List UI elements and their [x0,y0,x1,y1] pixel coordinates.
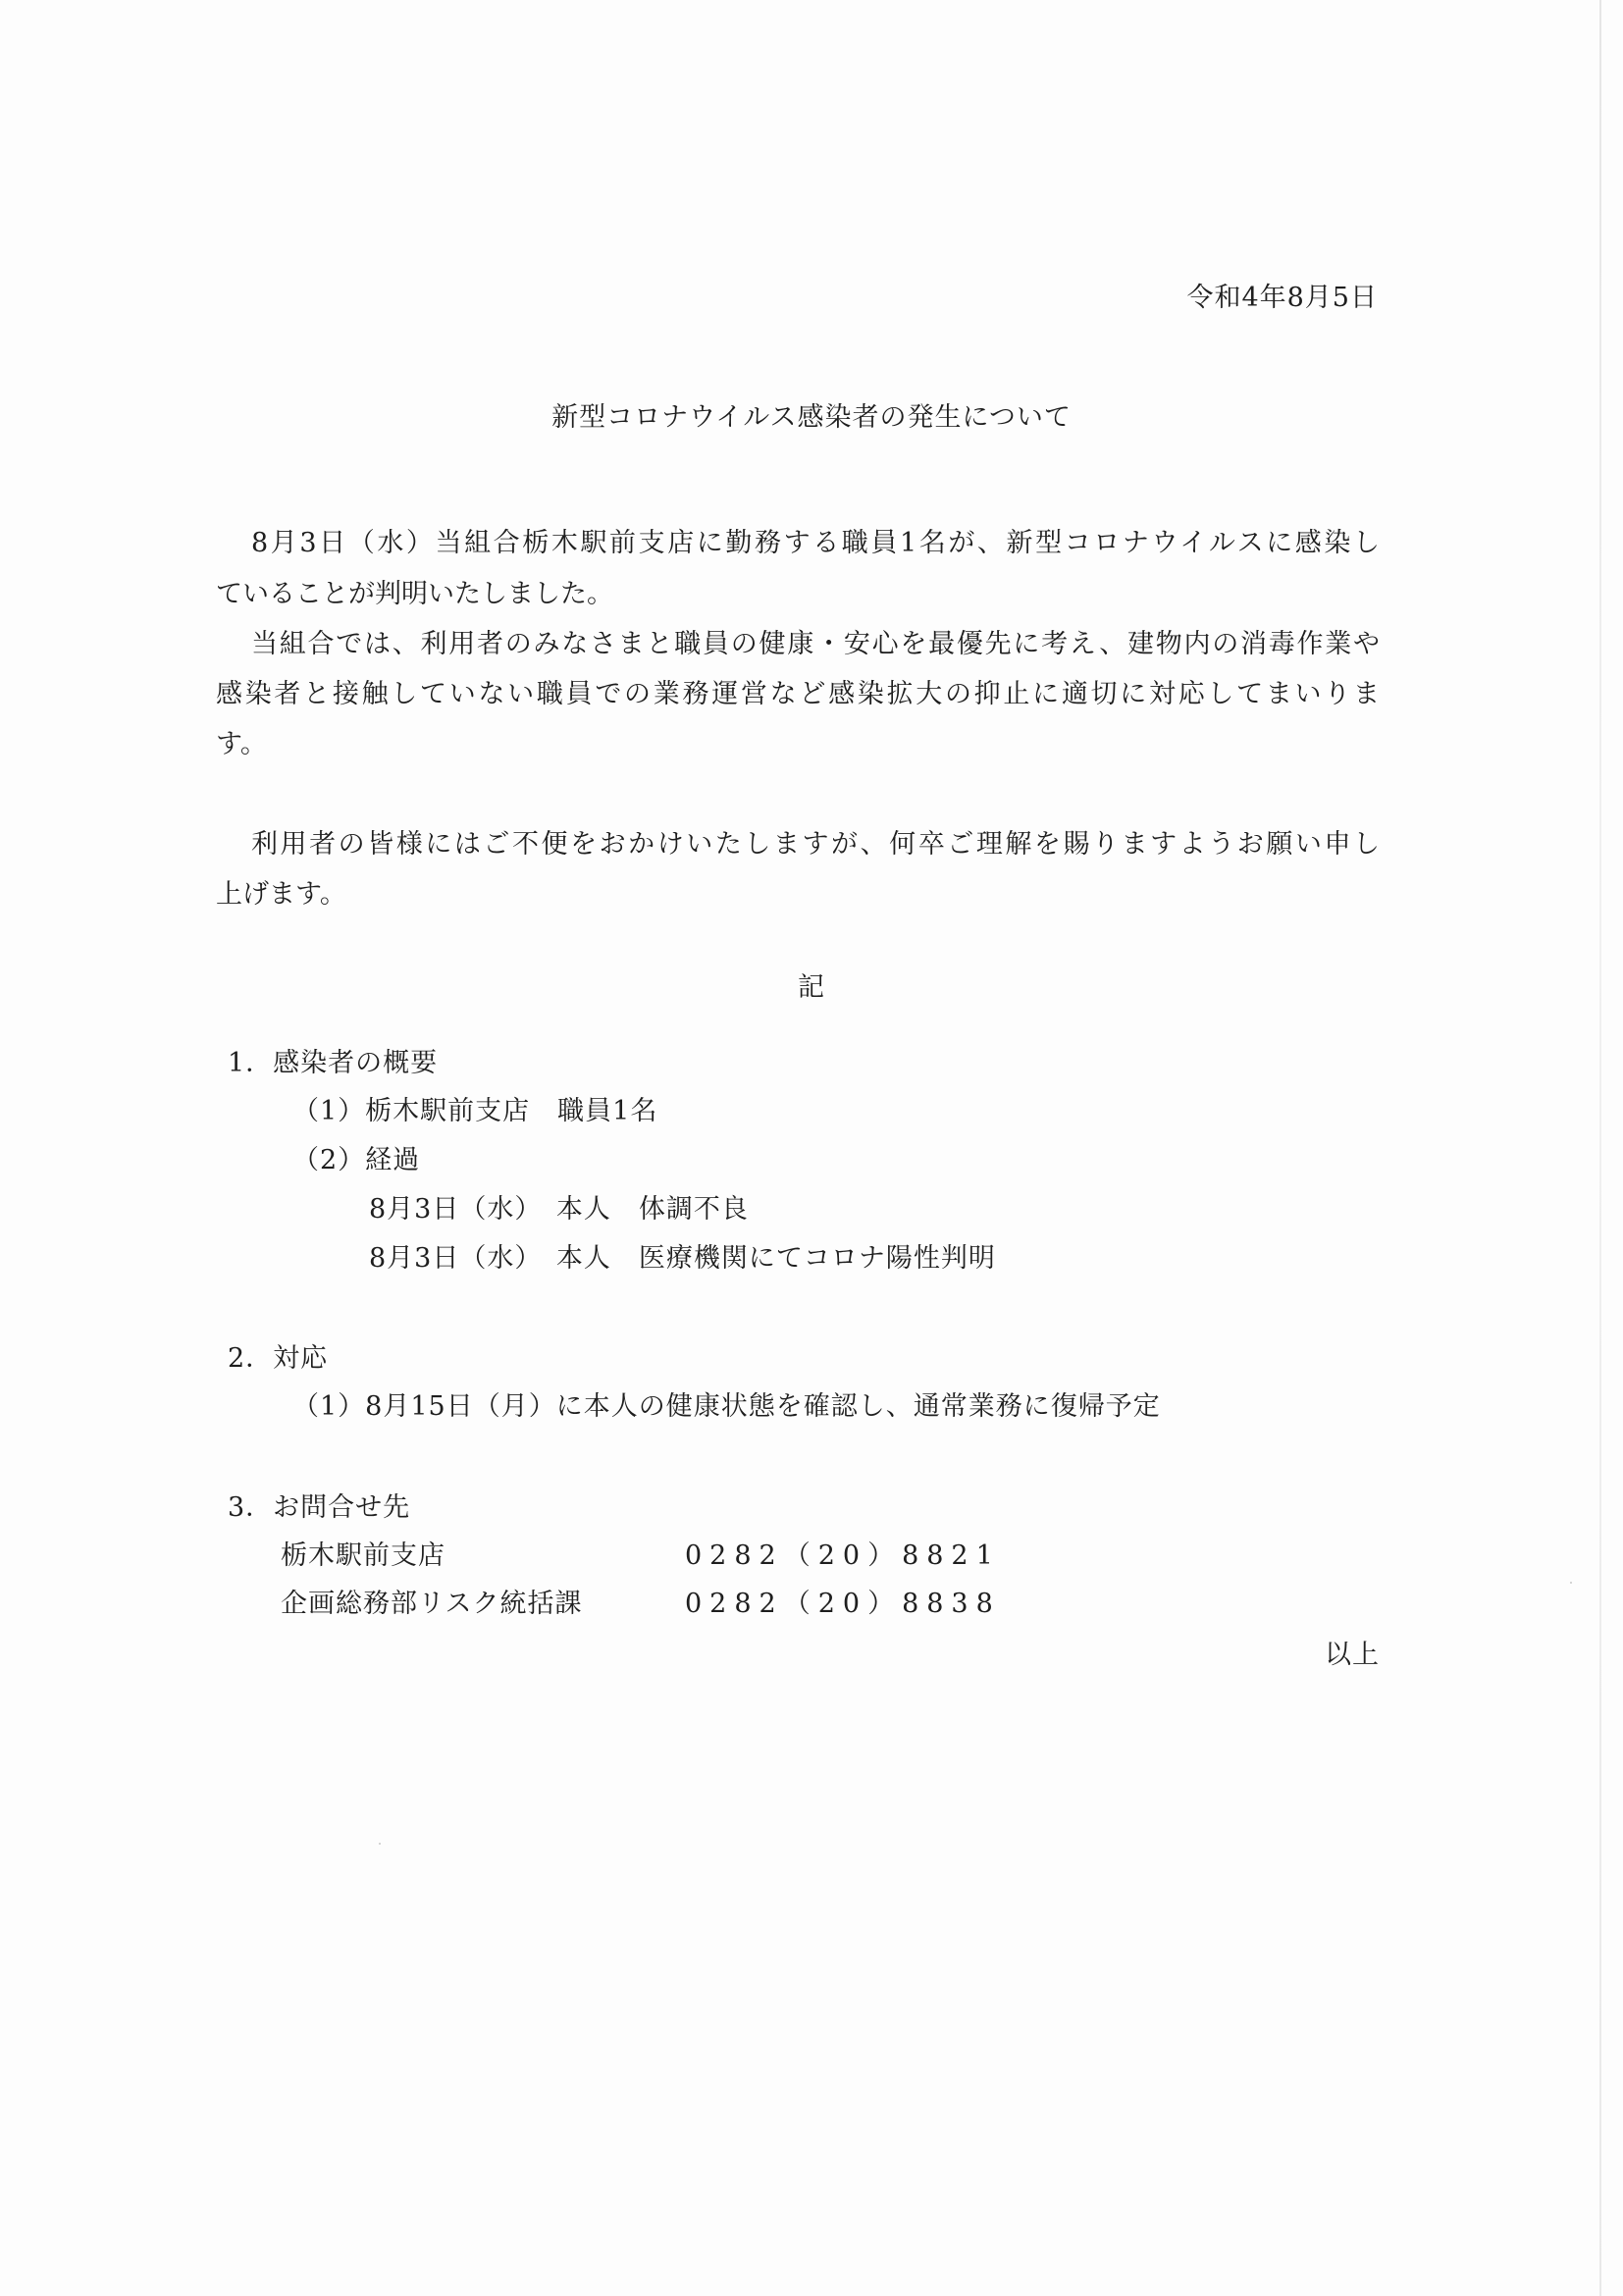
section1-item2: （2）経過 [292,1145,421,1175]
paragraph3-line2: 上げます。 [216,879,346,910]
contact-name-1: 栃木駅前支店 [281,1540,445,1571]
section2-item1: （1）8月15日（月）に本人の健康状態を確認し、通常業務に復帰予定 [292,1391,1161,1422]
progress-entry-2: 8月3日（水） 本人 医療機関にてコロナ陽性判明 [369,1243,996,1274]
paragraph2-line1: 当組合では、利用者のみなさまと職員の健康・安心を最優先に考え、建物内の消毒作業や [251,629,1380,659]
contact-phone-1: 0282（20）8821 [685,1540,1001,1571]
paragraph1-line1: 8月3日（水）当組合栃木駅前支店に勤務する職員1名が、新型コロナウイルスに感染し [251,528,1380,558]
ki-marker: 記 [798,972,825,1003]
document-title: 新型コロナウイルス感染者の発生について [551,402,1072,433]
scan-speck [1570,1582,1572,1584]
contact-phone-2: 0282（20）8838 [685,1589,1001,1619]
paragraph2-line2: 感染者と接触していない職員での業務運営など感染拡大の抑止に適切に対応してまいりま [216,679,1380,709]
paragraph2-line3: す。 [216,729,267,759]
scan-edge-line [1599,0,1601,2296]
scan-speck [379,1843,381,1845]
contact-name-2: 企画総務部リスク統括課 [281,1589,583,1619]
paragraph1-line2: ていることが判明いたしました。 [216,579,613,609]
section3-heading: 3．お問合せ先 [228,1492,411,1523]
section2-heading: 2．対応 [228,1343,329,1374]
section1-heading: 1．感染者の概要 [228,1048,439,1078]
progress-entry-1: 8月3日（水） 本人 体調不良 [369,1194,749,1225]
section1-item1: （1）栃木駅前支店 職員1名 [292,1096,658,1126]
paragraph3-line1: 利用者の皆様にはご不便をおかけいたしますが、何卒ご理解を賜りますようお願い申し [251,829,1380,860]
closing-ijo: 以上 [1325,1640,1380,1670]
issue-date: 令和4年8月5日 [1186,283,1378,313]
